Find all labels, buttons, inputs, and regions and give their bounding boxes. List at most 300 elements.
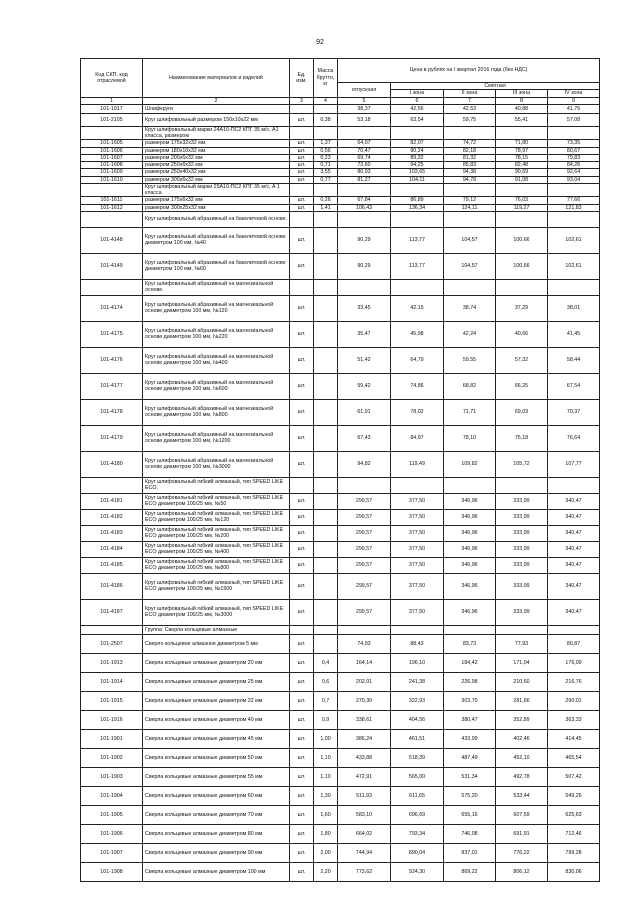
row-mass [314,227,338,253]
table-row [81,599,600,625]
row-release-price: 90,29 [338,253,391,279]
row-price-zone-4: 58,44 [548,347,600,373]
row-price-zone-1: 565,00 [391,767,444,786]
row-price-zone-3 [496,477,548,493]
row-mass: 0,38 [314,113,338,126]
row-mass: 0,4 [314,653,338,672]
table-row [81,295,600,321]
row-price-zone-3: 333,99 [496,599,548,625]
row-code: 101-4184 [81,541,143,557]
row-price-zone-4: 38,01 [548,295,600,321]
row-price-zone-1: 113,77 [391,253,444,279]
table-row [81,653,600,672]
row-price-zone-1: 42,56 [391,104,444,113]
row-price-zone-1: 377,50 [391,509,444,525]
row-release-price: 164,14 [338,653,391,672]
row-price-zone-1: 377,50 [391,525,444,541]
row-price-zone-2: 346,96 [444,541,496,557]
row-price-zone-1: 377,50 [391,557,444,573]
table-row [81,557,600,573]
row-unit: шт. [290,197,314,204]
row-unit [290,126,314,140]
row-name: Сверла кольцевые алмазные диаметром 90 мм [143,843,290,862]
header-code: Код СКП, код отраслевой [81,59,143,98]
row-code: 101-4182 [81,509,143,525]
row-price-zone-2: 303,70 [444,691,496,710]
row-release-price: 81,27 [338,176,391,183]
row-unit [290,211,314,227]
table-row [81,691,600,710]
row-release-price: 53,18 [338,113,391,126]
row-name: Круг шлифовальный абразивный на магнезиальной основе диаметром 100 мм, №3000 [143,451,290,477]
table-row [81,786,600,805]
row-code: 101-1906 [81,824,143,843]
row-mass [314,525,338,541]
row-release-price: 67,84 [338,197,391,204]
header-zone-3: III зона [496,90,548,97]
row-release-price: 299,57 [338,599,391,625]
table-row [81,805,600,824]
row-name: Сверла кольцевые алмазные диаметром 20 мм [143,653,290,672]
row-price-zone-4: 73,35 [548,140,600,147]
table-row [81,126,600,140]
row-price-zone-1 [391,126,444,140]
row-mass: 2,00 [314,843,338,862]
table-row [81,625,600,634]
row-price-zone-2: 746,08 [444,824,496,843]
row-mass [314,104,338,113]
row-unit: шт. [290,824,314,843]
row-mass: 0,9 [314,710,338,729]
row-name: Сверла кольцевые алмазные диаметром 32 мм [143,691,290,710]
row-unit [290,104,314,113]
row-price-zone-4: 549,26 [548,786,600,805]
row-name: размером 250х40х32 мм [143,169,290,176]
row-price-zone-4: 176,09 [548,653,600,672]
row-release-price: 433,88 [338,748,391,767]
row-price-zone-4: 121,83 [548,204,600,211]
row-mass [314,373,338,399]
row-code: 101-4177 [81,373,143,399]
row-price-zone-4: 340,47 [548,493,600,509]
row-name: Круг шлифовальный абразивный на бакелитовой основе. [143,211,290,227]
row-price-zone-2: 346,96 [444,557,496,573]
row-unit: шт. [290,147,314,154]
row-price-zone-3 [496,126,548,140]
table-row [81,509,600,525]
row-mass [314,477,338,493]
row-price-zone-3: 91,08 [496,176,548,183]
row-price-zone-4: 340,47 [548,509,600,525]
row-price-zone-4: 41,45 [548,321,600,347]
row-price-zone-3: 333,99 [496,493,548,509]
header-release-price: отпускная [338,83,391,98]
row-price-zone-1: 518,39 [391,748,444,767]
row-name: размером 175х32х32 мм [143,140,290,147]
table-row [81,710,600,729]
row-price-zone-1: 241,38 [391,672,444,691]
row-mass: 0,7 [314,691,338,710]
row-price-zone-1: 113,77 [391,227,444,253]
row-name: Сверла кольцевые алмазные диаметром 25 мм [143,672,290,691]
row-price-zone-3: 333,99 [496,509,548,525]
table-row [81,824,600,843]
row-unit: шт. [290,710,314,729]
row-price-zone-3: 37,29 [496,295,548,321]
row-release-price [338,279,391,295]
row-release-price: 386,24 [338,729,391,748]
row-unit: шт. [290,525,314,541]
table-row [81,204,600,211]
row-price-zone-2: 124,11 [444,204,496,211]
row-price-zone-4: 80,67 [548,147,600,154]
row-code: 101-4180 [81,451,143,477]
row-price-zone-3: 75,18 [496,425,548,451]
row-code: 101-1902 [81,748,143,767]
row-unit: шт. [290,805,314,824]
table-row [81,183,600,197]
row-code: 101-4176 [81,347,143,373]
row-price-zone-4 [548,625,600,634]
row-release-price: 59,42 [338,373,391,399]
row-price-zone-2: 42,24 [444,321,496,347]
colnum-9: 9 [548,97,600,104]
row-release-price: 38,37 [338,104,391,113]
row-price-zone-4 [548,126,600,140]
row-release-price: 299,57 [338,541,391,557]
row-price-zone-2: 487,49 [444,748,496,767]
row-code: 101-1908 [81,862,143,881]
row-release-price: 299,57 [338,493,391,509]
row-price-zone-1: 63,54 [391,113,444,126]
row-code [81,211,143,227]
row-code: 101-4183 [81,525,143,541]
row-price-zone-2: 59,75 [444,113,496,126]
row-release-price [338,126,391,140]
row-price-zone-2: 655,16 [444,805,496,824]
row-price-zone-2: 531,34 [444,767,496,786]
row-price-zone-3: 40,66 [496,321,548,347]
row-price-zone-1 [391,279,444,295]
row-price-zone-2: 109,82 [444,451,496,477]
row-price-zone-3 [496,211,548,227]
row-price-zone-2: 380,47 [444,710,496,729]
table-row [81,541,600,557]
row-price-zone-3: 352,89 [496,710,548,729]
row-price-zone-1: 90,24 [391,147,444,154]
row-price-zone-3: 78,15 [496,154,548,161]
row-release-price: 664,02 [338,824,391,843]
table-row [81,197,600,204]
row-mass [314,183,338,197]
row-unit: шт. [290,253,314,279]
row-release-price: 94,82 [338,451,391,477]
row-name: Круг шлифовальный размером 150x10x22 мм [143,113,290,126]
row-price-zone-2: 85,83 [444,162,496,169]
row-price-zone-1: 696,69 [391,805,444,824]
row-price-zone-3: 90,69 [496,169,548,176]
row-mass: 1,37 [314,140,338,147]
row-price-zone-1: 793,34 [391,824,444,843]
row-name: Сверла кольцевые алмазные диаметром 50 мм [143,748,290,767]
colnum-8: 8 [496,97,548,104]
row-release-price: 773,62 [338,862,391,881]
row-price-zone-1: 86,89 [391,197,444,204]
row-price-zone-4: 76,64 [548,425,600,451]
row-price-zone-2: 81,32 [444,154,496,161]
row-unit: шт. [290,729,314,748]
row-price-zone-4: 340,47 [548,541,600,557]
row-price-zone-1 [391,211,444,227]
row-name: Сверла кольцевые алмазные диаметром 55 мм [143,767,290,786]
row-unit: шт. [290,672,314,691]
table-row [81,843,600,862]
row-name: Круг шлифовальный абразивный на магнезиальной основе диаметром 100 мм, №400 [143,347,290,373]
row-price-zone-1: 103,65 [391,169,444,176]
row-price-zone-3: 607,59 [496,805,548,824]
row-price-zone-1: 404,56 [391,710,444,729]
row-mass: 1,60 [314,805,338,824]
row-price-zone-3: 402,46 [496,729,548,748]
row-mass: 0,23 [314,154,338,161]
row-name: Круг шлифовальный абразивный на магнезиальной основе диаметром 100 мм, №600 [143,373,290,399]
row-price-zone-3: 691,91 [496,824,548,843]
row-mass: 1,00 [314,729,338,748]
row-price-zone-4: 79,83 [548,154,600,161]
header-zone-2: II зона [444,90,496,97]
row-release-price [338,211,391,227]
row-mass [314,541,338,557]
row-price-zone-4: 625,63 [548,805,600,824]
row-release-price: 472,91 [338,767,391,786]
row-name: Круг шлифовальный гибкий алмазный, тип SPEED LIKE ECO диаметром 100/25 мм, №120 [143,509,290,525]
row-release-price: 270,30 [338,691,391,710]
row-mass: 0,6 [314,672,338,691]
row-unit: шт. [290,557,314,573]
column-number-row [81,97,600,104]
row-price-zone-1: 196,10 [391,653,444,672]
row-unit: шт. [290,599,314,625]
row-release-price: 74,93 [338,634,391,653]
row-price-zone-1: 377,50 [391,541,444,557]
header-unit: Ед. изм. [290,59,314,98]
row-price-zone-3: 452,10 [496,748,548,767]
row-mass: 3,55 [314,169,338,176]
table-row [81,347,600,373]
row-code [81,625,143,634]
row-price-zone-3: 210,60 [496,672,548,691]
table-row [81,162,600,169]
row-unit [290,279,314,295]
row-name: Круг шлифовальный гибкий алмазный, тип SPEED LIKE ECO диаметром 100/25 мм, №3000 [143,599,290,625]
row-release-price: 73,60 [338,162,391,169]
row-release-price: 583,10 [338,805,391,824]
row-release-price: 299,57 [338,525,391,541]
row-price-zone-2: 74,72 [444,140,496,147]
row-name: Сверла кольцевые алмазные диаметром 60 мм [143,786,290,805]
row-price-zone-4: 340,47 [548,573,600,599]
row-unit: шт. [290,634,314,653]
table-row [81,399,600,425]
row-mass: 1,30 [314,786,338,805]
row-mass [314,493,338,509]
table-row [81,113,600,126]
row-code: 101-4181 [81,493,143,509]
row-mass [314,557,338,573]
row-price-zone-3: 78,97 [496,147,548,154]
row-price-zone-4: 340,47 [548,599,600,625]
table-row [81,253,600,279]
colnum-4: 4 [314,97,338,104]
row-mass [314,399,338,425]
colnum-5: 5 [338,97,391,104]
row-release-price [338,625,391,634]
row-mass: 0,56 [314,147,338,154]
row-unit: шт. [290,653,314,672]
row-unit: шт. [290,767,314,786]
row-price-zone-4 [548,279,600,295]
row-price-zone-2: 94,78 [444,176,496,183]
row-price-zone-2: 94,38 [444,169,496,176]
row-mass: 1,10 [314,748,338,767]
row-release-price: 64,07 [338,140,391,147]
row-price-zone-3: 100,66 [496,227,548,253]
row-mass [314,573,338,599]
row-unit: шт. [290,373,314,399]
row-price-zone-4: 102,61 [548,253,600,279]
row-price-zone-1: 82,07 [391,140,444,147]
row-price-zone-4: 67,54 [548,373,600,399]
row-price-zone-2 [444,183,496,197]
row-price-zone-4: 799,28 [548,843,600,862]
row-code: 101-1916 [81,710,143,729]
row-code: 101-2105 [81,113,143,126]
row-price-zone-2: 346,96 [444,525,496,541]
row-price-zone-3: 66,25 [496,373,548,399]
colnum-6: 6 [391,97,444,104]
row-mass: 2,20 [314,862,338,881]
row-name: Круг шлифовальный абразивный на магнезиальной основе диаметром 100 мм, №1200 [143,425,290,451]
row-name: Круг шлифовальный гибкий алмазный, тип SPEED LIKE ECO диаметром 100/25 мм, №50 [143,493,290,509]
table-row [81,634,600,653]
row-release-price: 299,57 [338,557,391,573]
row-price-zone-3: 806,12 [496,862,548,881]
row-code: 101-1605 [81,140,143,147]
row-unit: шт. [290,425,314,451]
row-release-price: 744,94 [338,843,391,862]
table-row [81,321,600,347]
table-row [81,227,600,253]
row-price-zone-3: 77,93 [496,634,548,653]
row-code: 101-4178 [81,399,143,425]
row-price-zone-4: 107,77 [548,451,600,477]
row-price-zone-2: 837,01 [444,843,496,862]
header-mass: Масса брутто, кг [314,59,338,98]
table-row [81,211,600,227]
row-release-price: 338,61 [338,710,391,729]
row-price-zone-2: 68,82 [444,373,496,399]
table-row [81,176,600,183]
row-price-zone-3 [496,625,548,634]
row-price-zone-1: 119,49 [391,451,444,477]
row-name: размером 250х6х32 мм [143,162,290,169]
row-release-price: 51,42 [338,347,391,373]
colnum-1: 1 [81,97,143,104]
row-unit: шт. [290,691,314,710]
row-price-zone-3: 40,88 [496,104,548,113]
row-price-zone-2: 104,57 [444,227,496,253]
row-price-zone-4: 92,64 [548,169,600,176]
row-price-zone-4: 70,37 [548,399,600,425]
row-name: Круг шлифовальный гибкий алмазный, тип SPEED LIKE ECO диаметром 100/25 мм, №800 [143,557,290,573]
row-code: 101-1611 [81,197,143,204]
row-price-zone-2: 82,18 [444,147,496,154]
row-price-zone-4: 57,08 [548,113,600,126]
row-code: 101-4185 [81,557,143,573]
row-unit: шт. [290,204,314,211]
table-row [81,169,600,176]
table-row [81,525,600,541]
header-zone-1: I зона [391,90,444,97]
row-price-zone-4: 465,54 [548,748,600,767]
row-price-zone-2: 38,74 [444,295,496,321]
row-price-zone-1: 78,02 [391,399,444,425]
row-price-zone-2: 226,98 [444,672,496,691]
row-unit: шт. [290,843,314,862]
row-code: 101-1608 [81,162,143,169]
row-unit: шт. [290,573,314,599]
row-price-zone-4 [548,477,600,493]
row-price-zone-1: 322,93 [391,691,444,710]
row-unit: шт. [290,113,314,126]
row-unit: шт. [290,748,314,767]
table-row [81,104,600,113]
row-price-zone-1: 377,50 [391,573,444,599]
row-mass: 0,71 [314,162,338,169]
row-release-price: 299,57 [338,509,391,525]
row-release-price: 80,93 [338,169,391,176]
table-row [81,477,600,493]
row-price-zone-4: 102,61 [548,227,600,253]
row-name: размером 300х25х32 мм [143,204,290,211]
row-code: 101-4186 [81,573,143,599]
row-price-zone-2: 346,96 [444,599,496,625]
row-unit: шт. [290,786,314,805]
row-code: 101-4149 [81,253,143,279]
row-price-zone-4: 363,33 [548,710,600,729]
row-name: размером 200х6х32 мм [143,154,290,161]
row-price-zone-2: 346,96 [444,509,496,525]
row-unit: шт. [290,227,314,253]
table-row [81,425,600,451]
row-code: 101-1610 [81,176,143,183]
row-price-zone-3: 119,27 [496,204,548,211]
table-row [81,373,600,399]
row-unit [290,183,314,197]
row-name: Шлифкруги [143,104,290,113]
table-row [81,154,600,161]
row-price-zone-3: 105,72 [496,451,548,477]
row-unit: шт. [290,140,314,147]
colnum-7: 7 [444,97,496,104]
row-code: 101-4179 [81,425,143,451]
row-price-zone-4: 340,47 [548,525,600,541]
row-price-zone-1: 45,98 [391,321,444,347]
row-price-zone-3 [496,279,548,295]
row-unit: шт. [290,347,314,373]
row-name: Круг шлифовальный марки 25А10-ПС2 КПГ 35 м/с, А 1 класса [143,183,290,197]
row-price-zone-3: 281,66 [496,691,548,710]
